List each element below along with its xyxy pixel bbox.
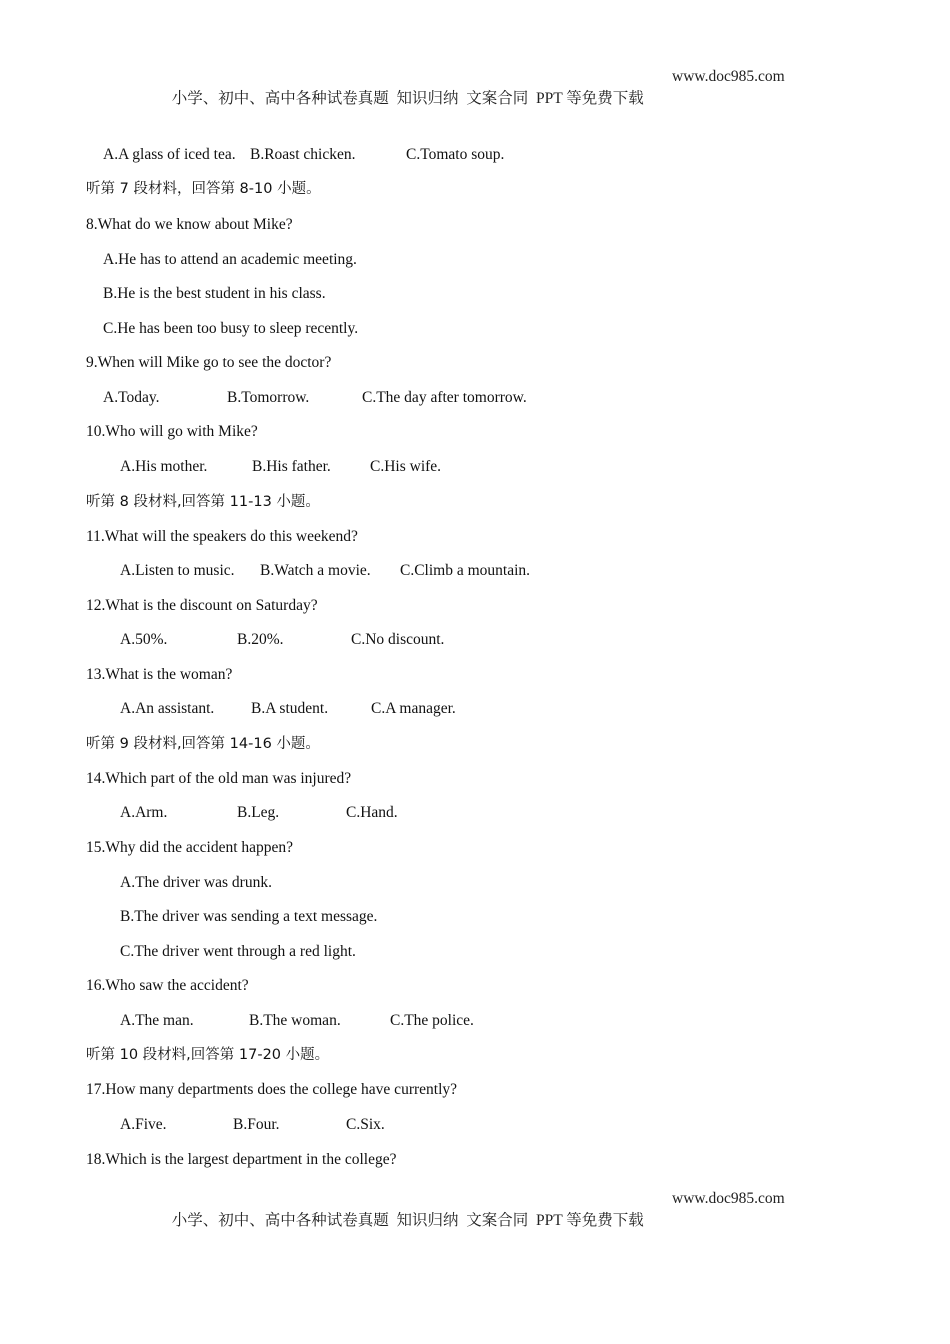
q8-stem: 8.What do we know about Mike? <box>86 216 293 233</box>
q16-option-c: C.The police. <box>390 1012 474 1029</box>
q11-option-c: C.Climb a mountain. <box>400 562 531 579</box>
q10-option-a: A.His mother. <box>120 458 208 475</box>
q7-option-c: C.Tomato soup. <box>406 146 505 163</box>
header-text: 小学、初中、高中各种试卷真题 知识归纳 文案合同 PPT 等免费下载 <box>171 90 644 107</box>
q15-stem: 15.Why did the accident happen? <box>86 839 294 856</box>
q16-option-a: A.The man. <box>120 1012 194 1029</box>
header-url[interactable]: www.doc985.com <box>672 68 785 85</box>
q13-stem: 13.What is the woman? <box>86 666 233 683</box>
q12-option-a: A.50%. <box>120 631 168 648</box>
q11-stem: 11.What will the speakers do this weekend? <box>86 528 358 545</box>
q11-option-a: A.Listen to music. <box>120 562 235 579</box>
q12-stem: 12.What is the discount on Saturday? <box>86 597 318 614</box>
q9-option-b: B.Tomorrow. <box>227 389 310 406</box>
q9-option-a: A.Today. <box>103 389 160 406</box>
q14-option-b: B.Leg. <box>237 804 280 821</box>
q15-option-a: A.The driver was drunk. <box>120 874 272 891</box>
q16-stem: 16.Who saw the accident? <box>86 977 249 994</box>
footer-url[interactable]: www.doc985.com <box>672 1190 785 1207</box>
q10-stem: 10.Who will go with Mike? <box>86 423 258 440</box>
q7-option-b: B.Roast chicken. <box>250 146 356 163</box>
q8-option-b: B.He is the best student in his class. <box>103 285 326 302</box>
q17-option-a: A.Five. <box>120 1116 167 1133</box>
page-header <box>164 68 785 126</box>
q17-stem: 17.How many departments does the college have currently? <box>86 1081 458 1098</box>
q16-option-b: B.The woman. <box>249 1012 341 1029</box>
q7-option-a: A.A glass of iced tea. <box>103 146 236 163</box>
q13-option-b: B.A student. <box>251 700 329 717</box>
q9-option-c: C.The day after tomorrow. <box>362 389 527 406</box>
q12-option-c: C.No discount. <box>351 631 445 648</box>
section-8-heading: 听第 8 段材料,回答第 11-13 小题。 <box>86 494 320 510</box>
q18-stem: 18.Which is the largest department in the college? <box>86 1151 397 1168</box>
footer-text: 小学、初中、高中各种试卷真题 知识归纳 文案合同 PPT 等免费下载 <box>171 1212 644 1229</box>
q14-option-a: A.Arm. <box>120 804 168 821</box>
q13-option-c: C.A manager. <box>371 700 456 717</box>
q14-stem: 14.Which part of the old man was injured? <box>86 770 352 787</box>
q13-option-a: A.An assistant. <box>120 700 215 717</box>
q17-option-b: B.Four. <box>233 1116 280 1133</box>
q14-option-c: C.Hand. <box>346 804 398 821</box>
q15-option-c: C.The driver went through a red light. <box>120 943 356 960</box>
q10-option-b: B.His father. <box>252 458 331 475</box>
q8-option-a: A.He has to attend an academic meeting. <box>103 251 357 268</box>
q11-option-b: B.Watch a movie. <box>260 562 371 579</box>
section-9-heading: 听第 9 段材料,回答第 14-16 小题。 <box>86 736 320 752</box>
q17-option-c: C.Six. <box>346 1116 385 1133</box>
q9-stem: 9.When will Mike go to see the doctor? <box>86 354 332 371</box>
page-footer <box>164 1190 785 1248</box>
q8-option-c: C.He has been too busy to sleep recently. <box>103 320 359 337</box>
q15-option-b: B.The driver was sending a text message. <box>120 908 378 925</box>
q10-option-c: C.His wife. <box>370 458 442 475</box>
q12-option-b: B.20%. <box>237 631 284 648</box>
section-10-heading: 听第 10 段材料,回答第 17-20 小题。 <box>86 1047 330 1063</box>
section-7-heading: 听第 7 段材料，回答第 8-10 小题。 <box>86 181 321 197</box>
